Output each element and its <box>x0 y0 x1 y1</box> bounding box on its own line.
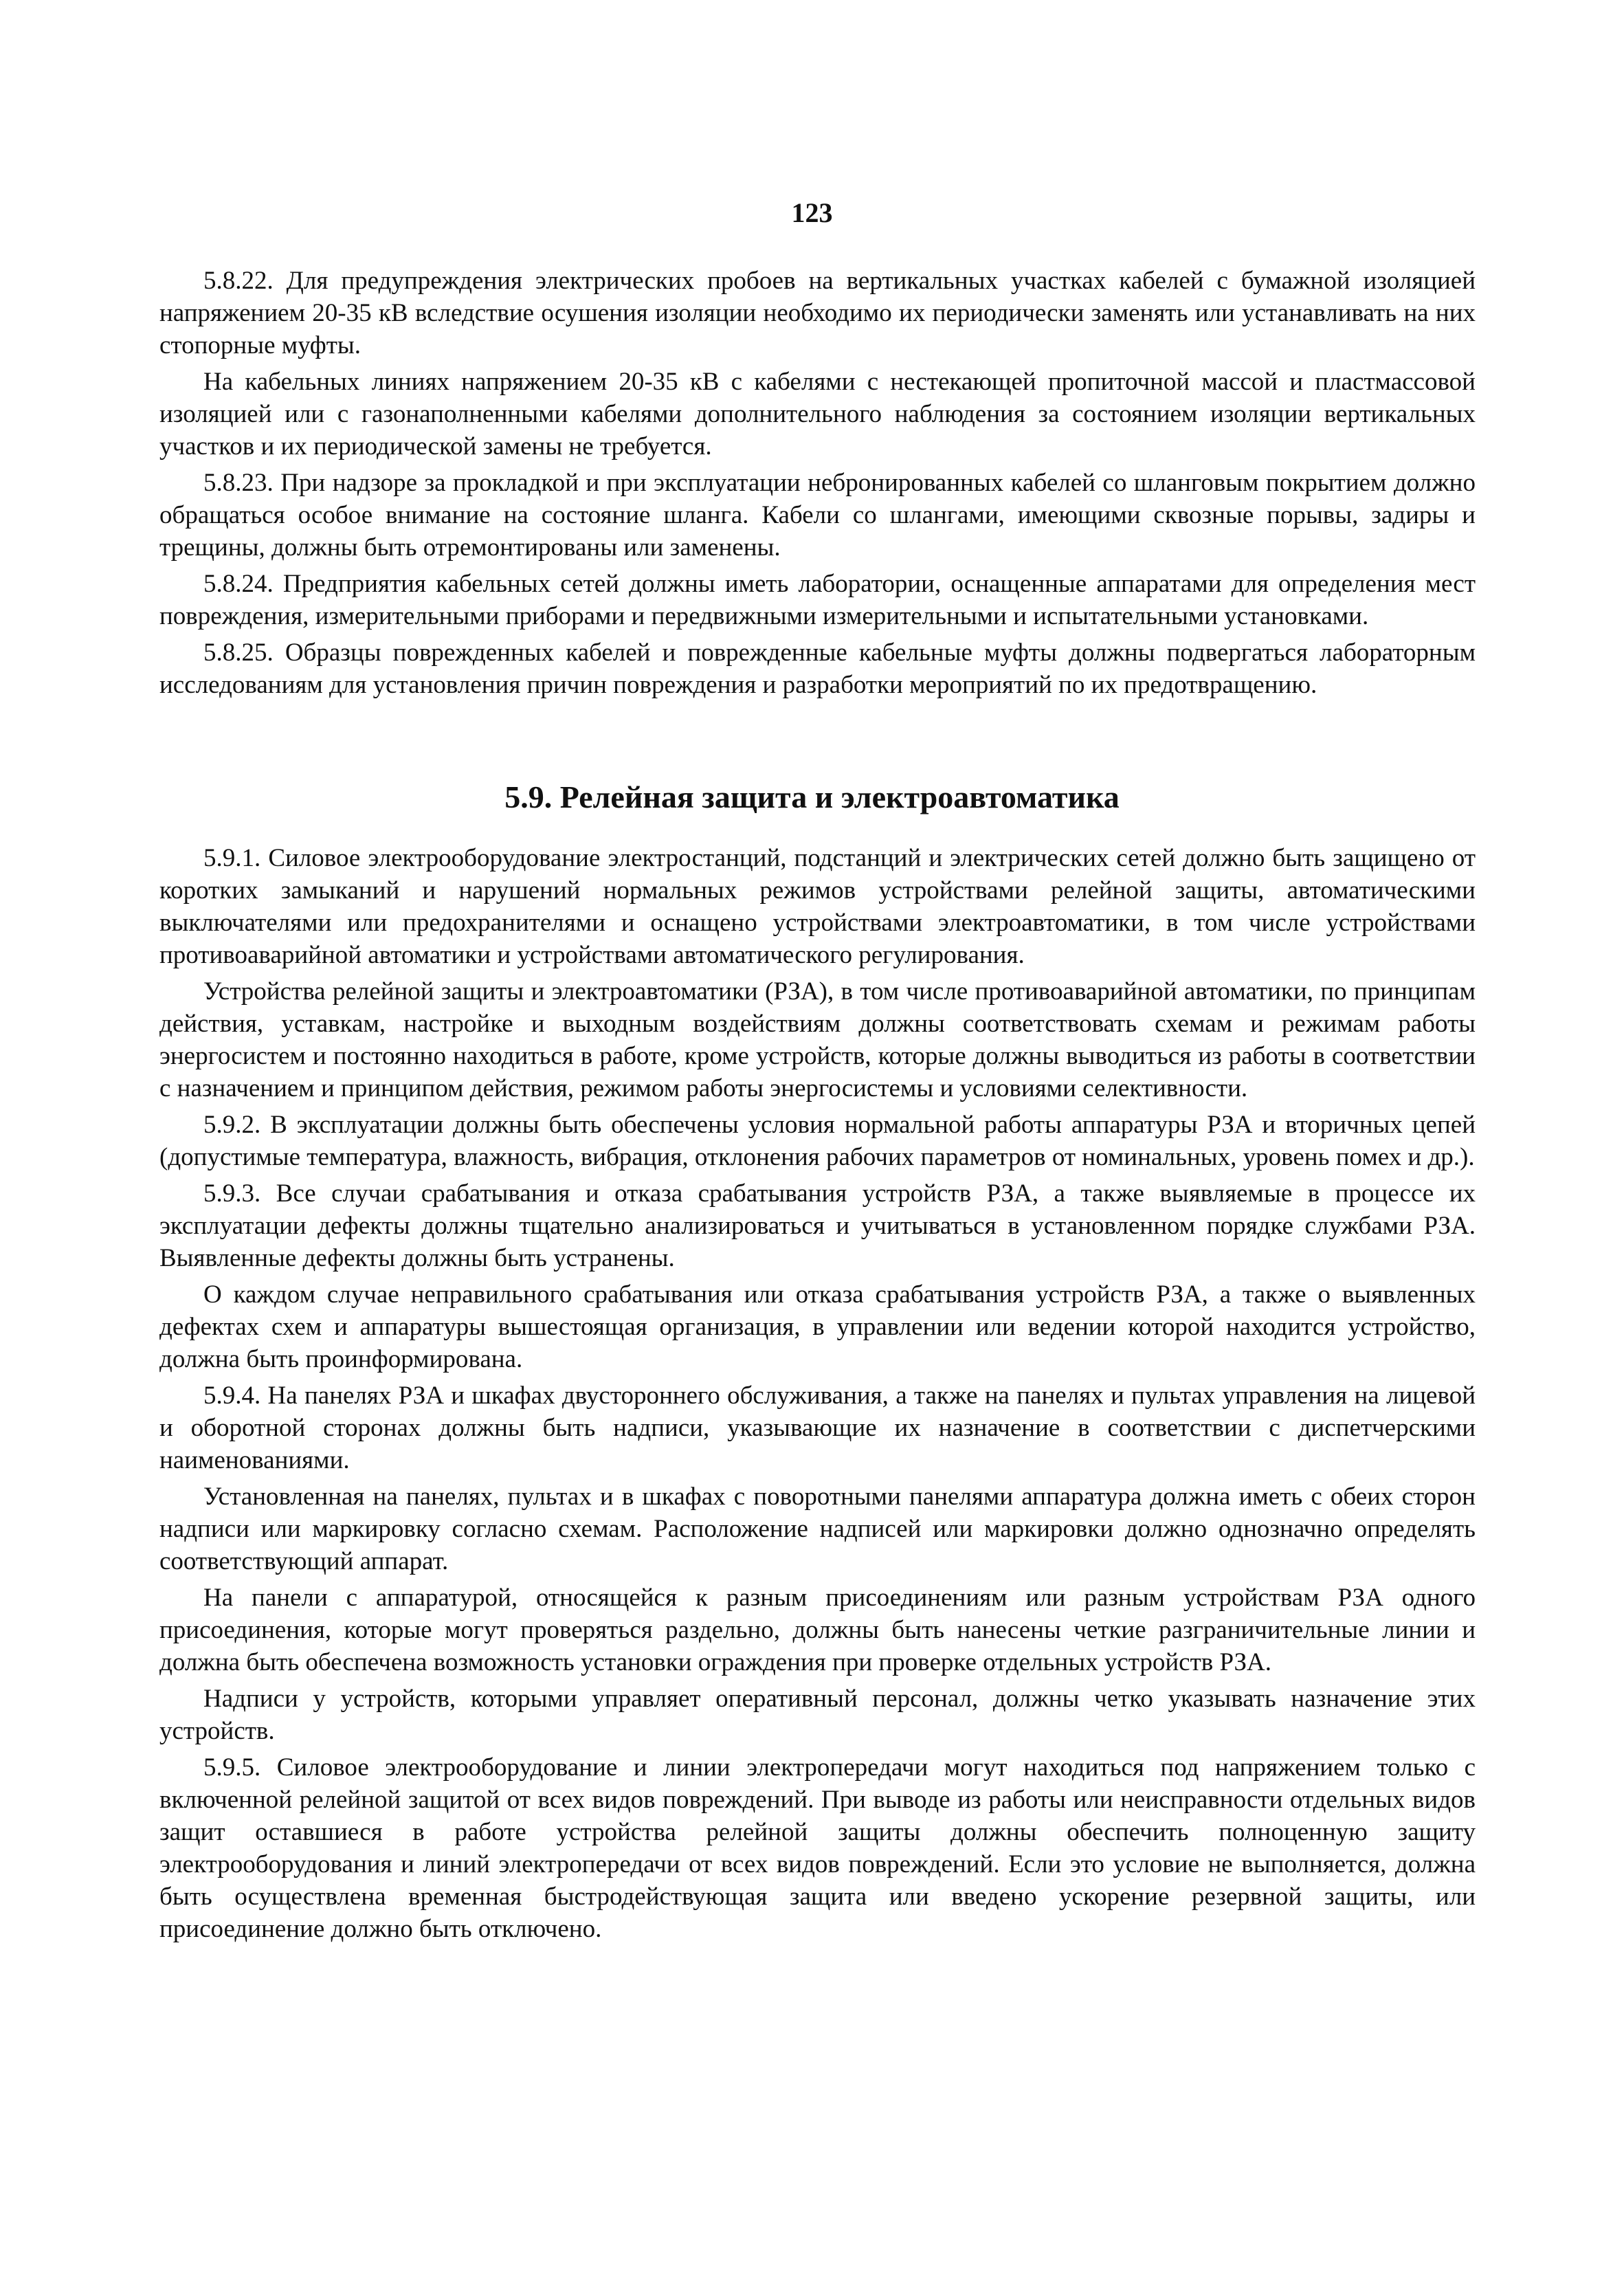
paragraph-5-9-3: 5.9.3. Все случаи срабатывания и отказа срабатывания устройств РЗА, а также выявляемые в процессе их эксплуатации дефекты должны тщательно анализироваться и учитываться в установленном порядке службами РЗА. Выявленные дефекты должны быть устранены. <box>159 1179 1476 1272</box>
text-block-section-5-9 <box>159 842 1476 1949</box>
paragraph-5-8-25: 5.8.25. Образцы поврежденных кабелей и поврежденные кабельные муфты должны подвергаться лабораторным исследованиям для установления причин повреждения и разработки мероприятий по их предотвращению. <box>159 639 1476 699</box>
paragraph-5-9-3-continued: О каждом случае неправильного срабатывания или отказа срабатывания устройств РЗА, а также о выявленных дефектах схем и аппаратуры вышестоящая организация, в управлении или ведении которой находится устройство, должна быть проинформирована. <box>159 1280 1476 1373</box>
paragraph-5-9-1-continued: Устройства релейной защиты и электроавтоматики (РЗА), в том числе противоаварийной автоматики, по принципам действия, уставкам, настройке и выходным воздействиям должны соответствовать схемам и режимам работы энергосистем и постоянно находиться в работе, кроме устройств, которые должны выводиться из работы в соответствии с назначением и принципом действия, режимом работы энергосистемы и условиями селективности. <box>159 977 1476 1102</box>
paragraph-5-9-4: 5.9.4. На панелях РЗА и шкафах двустороннего обслуживания, а также на панелях и пультах управления на лицевой и оборотной сторонах должны быть надписи, указывающие их назначение в соответствии с диспетчерскими наименованиями. <box>159 1382 1476 1474</box>
paragraph-5-9-5: 5.9.5. Силовое электрооборудование и линии электропередачи могут находиться под напряжением только с включенной релейной защитой от всех видов повреждений. При выводе из работы или неисправности отдельных видов защит оставшиеся в работе устройства релейной защиты должны обеспечить полноценную защиту электрооборудования и линий электропередачи от всех видов повреждений. Если это условие не выполняется, должна быть осуществлена временная быстродействующая защита или введено ускорение резервной защиты, или присоединение должно быть отключено. <box>159 1753 1476 1943</box>
paragraph-5-8-22: 5.8.22. Для предупреждения электрических пробоев на вертикальных участках кабелей с бумажной изоляцией напряжением 20-35 кВ вследствие осушения изоляции необходимо их периодически заменять или устанавливать на них стопорные муфты. <box>159 267 1476 359</box>
paragraph-5-9-4-continued-1: Установленная на панелях, пультах и в шкафах с поворотными панелями аппаратура должна иметь с обеих сторон надписи или маркировку согласно схемам. Расположение надписей или маркировки должно однозначно определять соответствующий аппарат. <box>159 1483 1476 1575</box>
text-block-section-5-8 <box>159 265 1476 705</box>
paragraph-5-9-1: 5.9.1. Силовое электрооборудование электростанций, подстанций и электрических сетей должно быть защищено от коротких замыканий и нарушений нормальных режимов устройствами релейной защиты, автоматическими выключателями или предохранителями и оснащено устройствами электроавтоматики, в том числе устройствами противоаварийной автоматики и устройствами автоматического регулирования. <box>159 844 1476 969</box>
paragraph-5-8-22-continued: На кабельных линиях напряжением 20-35 кВ с кабелями с нестекающей пропиточной массой и пластмассовой изоляцией или с газонаполненными кабелями дополнительного наблюдения за состоянием изоляции вертикальных участков и их периодической замены не требуется. <box>159 368 1476 461</box>
paragraph-5-8-23: 5.8.23. При надзоре за прокладкой и при эксплуатации небронированных кабелей со шланговым покрытием должно обращаться особое внимание на состояние шланга. Кабели со шлангами, имеющими сквозные порывы, задиры и трещины, должны быть отремонтированы или заменены. <box>159 469 1476 562</box>
paragraph-5-9-2: 5.9.2. В эксплуатации должны быть обеспечены условия нормальной работы аппаратуры РЗА и вторичных цепей (допустимые температура, влажность, вибрация, отклонения рабочих параметров от номинальных, уровень помех и др.). <box>159 1111 1476 1171</box>
paragraph-5-9-4-continued-2: На панели с аппаратурой, относящейся к разным присоединениям или разным устройствам РЗА одного присоединения, которые могут проверяться раздельно, должны быть нанесены четкие разграничительные линии и должна быть обеспечена возможность установки ограждения при проверке отдельных устройств РЗА. <box>159 1584 1476 1676</box>
paragraph-5-9-4-continued-3: Надписи у устройств, которыми управляет оперативный персонал, должны четко указывать назначение этих устройств. <box>159 1685 1476 1745</box>
page-number: 123 <box>791 197 833 228</box>
section-heading: 5.9. Релейная защита и электроавтоматика <box>504 779 1120 814</box>
paragraph-5-8-24: 5.8.24. Предприятия кабельных сетей должны иметь лаборатории, оснащенные аппаратами для определения мест повреждения, измерительными приборами и передвижными измерительными и испытательными установками. <box>159 570 1476 630</box>
